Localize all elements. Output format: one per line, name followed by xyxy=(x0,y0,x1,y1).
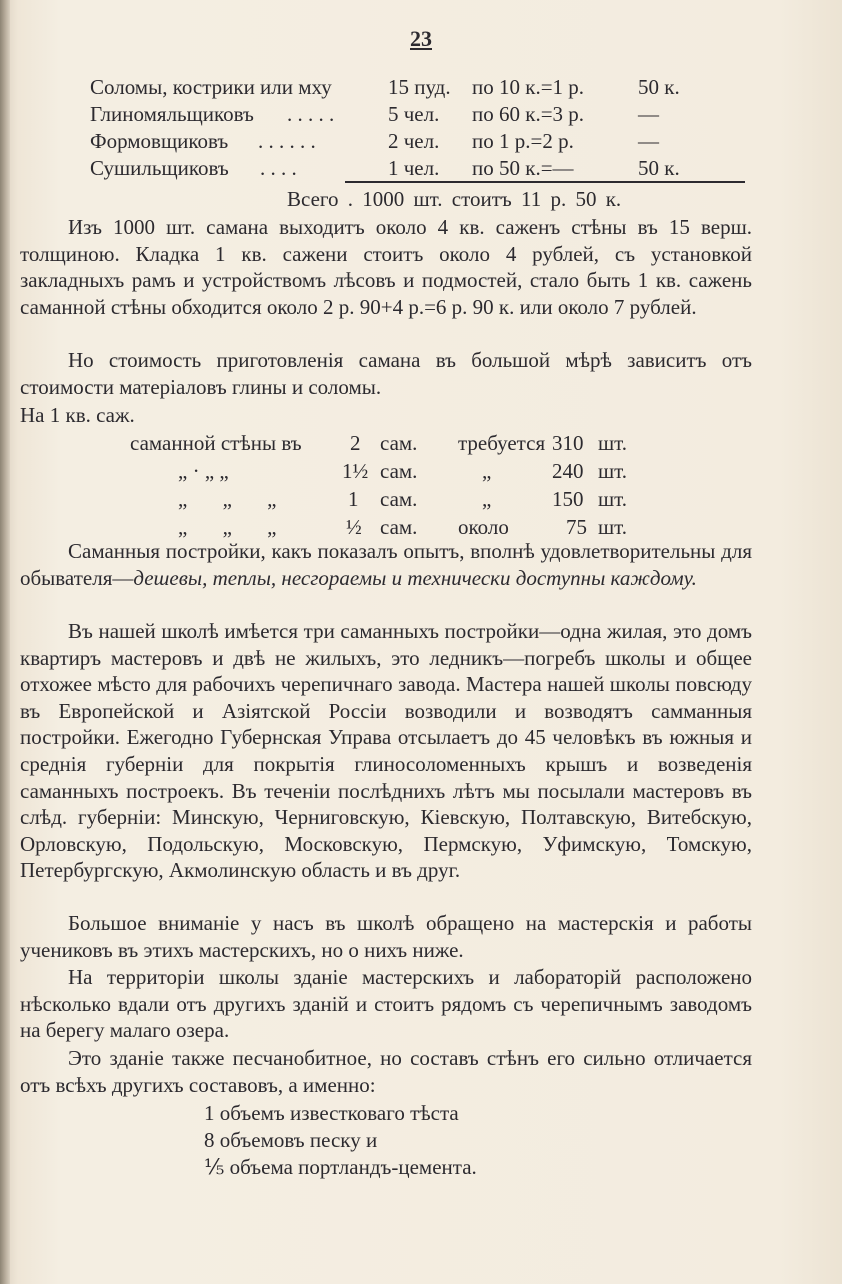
cost-sum: 50 к. xyxy=(638,156,680,180)
cost-rate: по 60 к.=3 р. xyxy=(472,102,585,126)
req-unit: сам. xyxy=(380,515,418,539)
page-number: 23 xyxy=(410,26,432,51)
requirements-heading-text: На 1 кв. саж. xyxy=(20,403,135,427)
cost-qty: 1 чел. xyxy=(388,156,440,180)
cost-item: Формовщиковъ xyxy=(90,129,229,153)
req-wall: „ · „ „ xyxy=(178,459,229,483)
cost-dots: . . . . . . xyxy=(258,129,316,153)
list-item: ⅕ объема портландъ-цемента. xyxy=(204,1155,477,1179)
cost-item: Глиномяльщиковъ xyxy=(90,102,254,126)
total-text: Всего . 1000 шт. стоитъ 11 р. 50 к. xyxy=(287,187,622,211)
paragraph-7: Это зданіе также песчанобитное, но составъ стѣнъ его сильно отличается отъ всѣхъ другихъ составовъ, а именно: xyxy=(20,1046,752,1097)
req-pcs: шт. xyxy=(598,459,628,483)
cost-rate: по 50 к.=— xyxy=(472,156,574,180)
paragraph-6: На территоріи школы зданіе мастерскихъ и лабораторій расположено нѣсколько вдали отъ другихъ зданій и стоитъ рядомъ съ черепичнымъ заводомъ на берегу малаго озера. xyxy=(20,965,752,1043)
req-pcs: шт. xyxy=(598,515,628,539)
req-thickness: 1½ xyxy=(342,459,369,483)
req-verb: около xyxy=(458,515,509,539)
paragraph-4: Въ нашей школѣ имѣется три саманныхъ постройки—одна жилая, это домъ квартиръ мастеровъ и двѣ не жилыхъ, это ледникъ—погребъ школы и общее отхожее мѣсто для рабочихъ черепичнаго завода. Мастера нашей школы повсюду въ Европейской и Азіятской Россіи возводили и возводятъ самманныя постройки. Ежегодно Губернская Управа отсылаетъ до 45 человѣкъ въ южныя и среднія губерніи для покрытія глиносоломенныхъ крышъ и возведенія саманныхъ построекъ. Въ теченіи послѣднихъ лѣтъ мы посылали мастеровъ въ слѣд. губерніи: Минскую, Черниговскую, Кіевскую, Полтавскую, Витебскую, Орловскую, Подольскую, Московскую, Пермскую, Уфимскую, Томскую, Петербургскую, Акмолинскую область и въ друг. xyxy=(20,619,752,883)
table-row xyxy=(20,514,760,540)
req-unit: сам. xyxy=(380,487,418,511)
cost-dots: . . . . . xyxy=(287,102,335,126)
list-item: 1 объемъ известковаго тѣста xyxy=(204,1101,459,1125)
req-count: 240 xyxy=(552,459,584,483)
paragraph-3-italic: дешевы, теплы, несгораемы и технически доступны каждому. xyxy=(133,565,697,590)
req-count: 310 xyxy=(552,431,584,455)
cost-qty: 5 чел. xyxy=(388,102,440,126)
req-pcs: шт. xyxy=(598,487,628,511)
req-pcs: шт. xyxy=(598,431,628,455)
req-unit: сам. xyxy=(380,431,418,455)
req-thickness: ½ xyxy=(346,515,362,539)
paragraph-5: Большое вниманіе у насъ въ школѣ обращено на мастерскія и работы учениковъ въ этихъ мастерскихъ, но о нихъ ниже. xyxy=(20,911,752,962)
table-row xyxy=(20,458,760,484)
paragraph-1: Изъ 1000 шт. самана выходитъ около 4 кв. саженъ стѣны въ 15 верш. толщиною. Кладка 1 кв. сажени стоитъ около 4 рублей, съ установкой закладныхъ рамъ и устройствомъ лѣсовъ и подмостей, стало быть 1 кв. сажень саманной стѣны обходится около 2 р. 90+4 р.=6 р. 90 к. или около 7 рублей. xyxy=(20,215,752,319)
composition-list xyxy=(204,1100,477,1181)
cost-sum: 50 к. xyxy=(638,75,680,99)
req-thickness: 2 xyxy=(350,431,361,455)
paragraph-3 xyxy=(20,538,752,591)
cost-qty: 2 чел. xyxy=(388,129,440,153)
paragraph-2: Но стоимость приготовленія самана въ большой мѣрѣ зависитъ отъ стоимости матеріаловъ глины и соломы. xyxy=(20,348,752,399)
req-wall: „ „ „ xyxy=(178,487,277,511)
page-binding-edge xyxy=(0,0,10,1284)
cost-dots: . . . . xyxy=(260,156,297,180)
req-wall: „ „ „ xyxy=(178,515,277,539)
paragraph-3-text: Саманныя постройки, какъ показалъ опытъ, вполнѣ удовлетворительны для обывателя— xyxy=(20,539,752,590)
cost-rate: по 10 к.=1 р. xyxy=(472,75,585,99)
req-verb: требуется xyxy=(458,431,546,455)
req-count: 150 xyxy=(552,487,584,511)
req-thickness: 1 xyxy=(348,487,359,511)
req-verb: „ xyxy=(482,459,492,483)
cost-item: Сушильщиковъ xyxy=(90,156,229,180)
cost-item: Соломы, кострики или мху xyxy=(90,75,332,99)
table-row xyxy=(20,430,760,456)
req-unit: сам. xyxy=(380,459,418,483)
sum-rule xyxy=(345,181,745,183)
cost-qty: 15 пуд. xyxy=(388,75,451,99)
list-item: 8 объемовъ песку и xyxy=(204,1128,378,1152)
table-row xyxy=(20,486,760,512)
cost-sum: — xyxy=(638,102,659,126)
req-wall: саманной стѣны въ xyxy=(130,431,302,455)
cost-sum: — xyxy=(638,129,659,153)
cost-rate: по 1 р.=2 р. xyxy=(472,129,574,153)
req-verb: „ xyxy=(482,487,492,511)
req-count: 75 xyxy=(566,515,587,539)
